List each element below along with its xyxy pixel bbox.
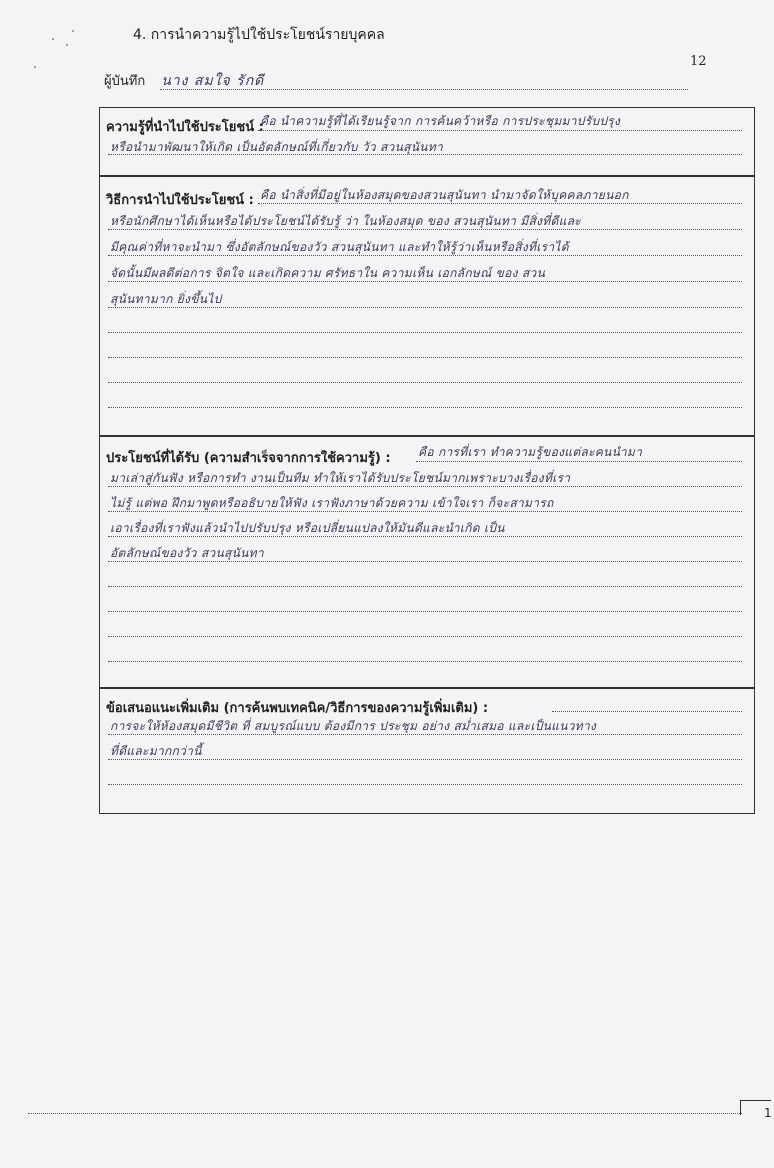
scan-speck [72, 30, 74, 32]
handwritten-line: คือ การที่เรา ทำความรู้ของแต่ละคนนำมา [418, 445, 643, 459]
dotline [108, 229, 742, 230]
section-heading: 4. การนำความรู้ไปใช้ประโยชน์รายบุคคล [133, 27, 385, 43]
benefits-label: ประโยชน์ที่ได้รับ (ความสำเร็จจากการใช้ความรู้) : [106, 451, 391, 466]
dotline [108, 307, 742, 308]
dotline [258, 130, 742, 131]
scan-speck [66, 44, 68, 46]
dotline [108, 636, 742, 637]
handwritten-line: มาเล่าสู่กันฟัง หรือการทำ งานเป็นทีม ทำให้เราได้รับประโยชน์มากเพราะบางเรื่องที่เรา [110, 471, 571, 485]
dotline [108, 255, 742, 256]
knowledge-used-box [99, 107, 755, 176]
recorder-label: ผู้บันทึก [104, 74, 146, 89]
handwritten-line: สุนันทามาก ยิ่งขึ้นไป [110, 292, 222, 306]
recorder-name: นาง สมใจ รักดี [161, 73, 265, 89]
handwritten-line: การจะให้ห้องสมุดมีชีวิต ที่ สมบูรณ์แบบ ต้องมีการ ประชุม อย่าง สม่ำเสมอ และเป็นแนวทาง [110, 719, 597, 733]
handwritten-line: ที่ดีและมากกว่านี้ [110, 744, 202, 758]
page-number: 12 [690, 54, 707, 69]
dotline [108, 486, 742, 487]
dotline [108, 661, 742, 662]
dotline [108, 511, 742, 512]
dotline [108, 784, 742, 785]
dotline [108, 154, 742, 155]
benefits-box [99, 436, 755, 688]
dotline [108, 734, 742, 735]
handwritten-line: หรือนักศึกษาได้เห็นหรือได้ประโยชน์ได้รับรู้ ว่า ในห้องสมุด ของ สวนสุนันทา มีสิ่งที่ดีและ [110, 214, 582, 228]
dotline [258, 203, 742, 204]
handwritten-line: เอาเรื่องที่เราฟังแล้วนำไปปรับปรุง หรือเปลี่ยนแปลงให้มันดีและนำเกิด เป็น [110, 521, 505, 535]
scan-speck [52, 38, 54, 40]
suggestions-box [99, 688, 755, 814]
handwritten-line: มีคุณค่าที่หาจะนำมา ซึ่งอัตลักษณ์ของวัว สวนสุนันทา และทำให้รู้ว่าเห็นหรือสิ่งที่เราได้ [110, 240, 569, 254]
dotline [108, 561, 742, 562]
scan-speck [34, 66, 36, 68]
handwritten-line: คือ นำสิ่งที่มีอยู่ในห้องสมุดของสวนสุนันทา นำมาจัดให้บุคคลภายนอก [260, 188, 629, 202]
handwritten-line: อัตลักษณ์ของวัว สวนสุนันทา [110, 546, 264, 560]
footer-dotline [28, 1113, 742, 1114]
dotline [416, 461, 742, 462]
dotline [108, 332, 742, 333]
usage-method-label: วิธีการนำไปใช้ประโยชน์ : [106, 193, 254, 208]
footer-number: 1 [764, 1106, 772, 1120]
handwritten-line: หรือนำมาพัฒนาให้เกิด เป็นอัตลักษณ์ที่เกี่ยวกับ วัว สวนสุนันทา [110, 140, 444, 154]
handwritten-line: คือ นำความรู้ที่ได้เรียนรู้จาก การค้นคว้าหรือ การประชุมมาปรับปรุง [260, 114, 621, 128]
suggestions-label: ข้อเสนอแนะเพิ่มเติม (การค้นพบเทคนิค/วิธีการของความรู้เพิ่มเติม) : [106, 701, 489, 716]
dotline [108, 586, 742, 587]
handwritten-line: ไม่รู้ แต่พอ ฝึกมาพูดหรืออธิบายให้ฟัง เราฟังภาษาด้วยความ เข้าใจเรา ก็จะสามารถ [110, 496, 554, 510]
recorder-dotline [160, 89, 688, 90]
dotline [108, 382, 742, 383]
dotline [552, 711, 742, 712]
knowledge-used-label: ความรู้ที่นำไปใช้ประโยชน์ : [106, 120, 264, 135]
dotline [108, 611, 742, 612]
dotline [108, 759, 742, 760]
dotline [108, 407, 742, 408]
dotline [108, 357, 742, 358]
handwritten-line: จัดนั้นมีผลดีต่อการ จิตใจ และเกิดความ ศรัทธาใน ความเห็น เอกลักษณ์ ของ สวน [110, 266, 546, 280]
dotline [108, 536, 742, 537]
dotline [108, 281, 742, 282]
usage-method-box [99, 176, 755, 436]
